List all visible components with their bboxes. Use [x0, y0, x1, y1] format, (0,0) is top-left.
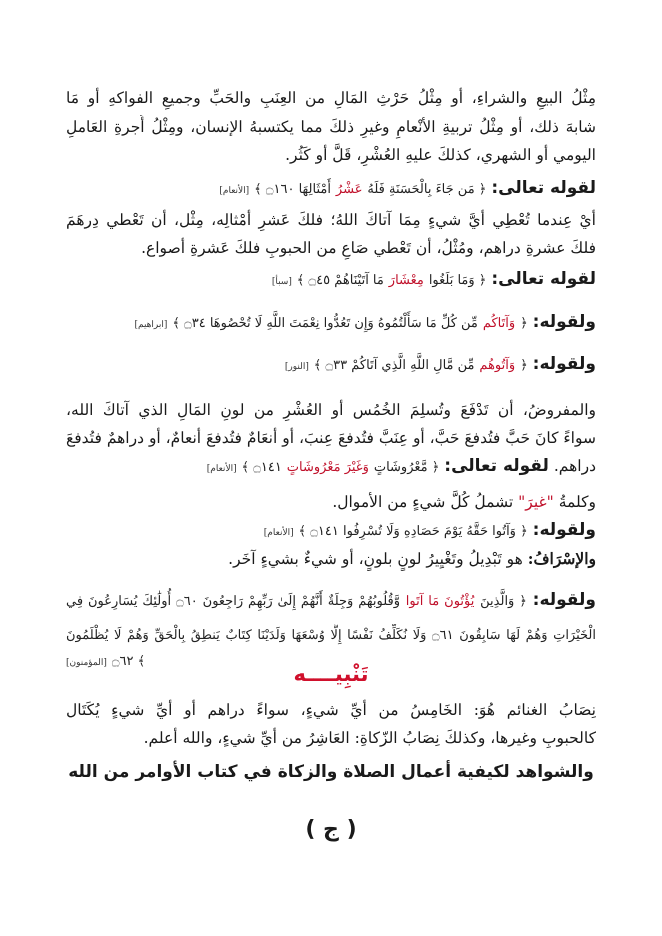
surah-reference: [سبأ] — [271, 277, 292, 287]
verse-text: ﴿ وَالَّذِينَ — [480, 594, 527, 609]
section-title: والشواهد لكيفية أعمال الصلاة والزكاة في كتاب الأوامر من الله — [68, 762, 594, 782]
verse-text: ۝١٤١ ﴾ — [241, 460, 282, 475]
verse-text: ﴿ وَمَا بَلَغُوا — [428, 273, 487, 288]
para4-text: وكلمةُ — [558, 493, 596, 511]
verse-highlight: وَآتُوهُم — [479, 358, 516, 373]
surah-reference: [المؤمنون] — [66, 658, 107, 668]
verse-highlight: يُؤْتُونَ مَا آتَوا — [405, 594, 475, 609]
quote-label: لقوله تعالى: — [491, 178, 596, 198]
para1-line2: شابهَ ذلك، أو مِثْلُ تربيةِ الأنْعامِ وغيرِ ذلكَ مما يكتسبهُ الإنسان، ومِثْلُ أُجرةِ العَاملِ — [66, 118, 596, 136]
page-number: ( ج ) — [305, 817, 357, 842]
para3-text: دراهم. — [553, 457, 596, 475]
quote-2 — [66, 267, 596, 294]
surah-reference: [الأنعام] — [206, 464, 237, 474]
quote-label: ولقوله: — [532, 312, 596, 332]
verse-text: مَا آتَيْنَاهُمْ ۝٤٥ ﴾ — [296, 273, 384, 288]
para2-line1: أيْ عِندما تُعْطِي أيَّ شيءٍ مِمَا آتاكَ اللهُ؛ فلكَ عَشرِ أمْثالِه، مِثْل، أن تَعْطي دِرهَمَ — [66, 211, 596, 229]
para3-line2: سواءً كانَ حَبَّ فتُدفعَ حَبَّ، أو عِنَبَّ فتُدفعَ عِنبَ، أو أنعَامٌ فتُدفعَ أنعامٌ، أو دراهمٌ فتُدفعَ — [66, 429, 596, 447]
para4-text: تشملُ كُلَّ شيءٍ من الأموال. — [332, 493, 514, 511]
verse-highlight: عَشْرُ — [335, 182, 363, 197]
quote-1 — [66, 176, 596, 203]
verse-text: ﴿ — [520, 316, 528, 331]
verse-highlight: مِعْشَارَ — [388, 273, 424, 288]
para5-text: هو تَبْدِيلُ وتَغْيِيرُ لونٍ بلونٍ، أو شيءٌ بشيءٍ آخَر. — [228, 550, 523, 568]
quote-label: لقوله تعالى: — [444, 456, 549, 476]
quote-4 — [66, 352, 596, 379]
quote-6-line1 — [66, 588, 596, 614]
verse-highlight: وَغَيْرَ مَعْرُوشَاتٍ — [286, 460, 369, 475]
verse-text: مِّن كُلِّ مَا سَأَلْتُمُوهُ وَإِن تَعُدُّوا نِعْمَتَ اللَّهِ لَا تُحْصُوهَا ۝٣٤ ﴾ — [172, 316, 478, 331]
verse-text: ﴿ — [520, 358, 528, 373]
verse-text: ﴿ مَّعْرُوشَاتٍ — [373, 460, 440, 475]
surah-reference: [الأنعام] — [219, 186, 250, 196]
quote-3 — [66, 310, 596, 337]
verse-text: أَمْثَالِهَا ۝١٦٠ ﴾ — [254, 182, 331, 197]
para1-line3: اليومي أو الشهري، كذلكَ عليهِ العُشْرِ، قَلَّ أو كَثُر. — [285, 146, 596, 164]
para2-line2: فلكَ عشرةِ دراهم، ومُثْلُ، أن تَعْطي صَاعِ من الحبوبِ فلكَ عَشرةِ أصواع. — [141, 239, 596, 257]
verse-text: مِّن مَّالِ اللَّهِ الَّذِي آتَاكُمْ ۝٣٣ ﴾ — [313, 358, 475, 373]
quote-6-line2: الْخَيْرَاتِ وَهُمْ لَهَا سَابِقُونَ ۝٦١ وَلَا نُكَلِّفُ نَفْسًا إِلَّا وُسْعَهَا وَلَدَيْنَا كِتَابٌ يَنطِقُ بِالْحَقِّ وَهُمْ لَا يُظْلَمُونَ — [66, 628, 596, 643]
verse-highlight: وَآتَاكُم — [482, 316, 516, 331]
verse-text: ﴿ وَآتُوا حَقَّهُ يَوْمَ حَصَادِهِ وَلَا تُسْرِفُوا ۝١٤١ ﴾ — [298, 524, 528, 539]
para6-line1: نِصَابُ الغنائم هُوَ: الخَامِسُ من أيِّ شيءٍ، سواءً دراهم أو أيِّ شيءٍ يُكَتَال — [66, 701, 596, 719]
quote-label: ولقوله: — [532, 354, 596, 374]
keyword-highlight: "غيرَ" — [518, 493, 554, 511]
surah-reference: [الأنعام] — [263, 528, 294, 538]
para4 — [66, 490, 596, 514]
quote-label: ولقوله: — [532, 590, 596, 610]
para6-line2: كالحبوبِ وغيرها، وكذلكَ نِصَابُ الزّكاةِ: العَاشِرُ من أيِّ شيءٍ، والله أعلم. — [143, 729, 596, 747]
quote-5 — [66, 518, 596, 545]
verse-text: ۝٦٢ ﴾ — [111, 654, 146, 669]
para5 — [66, 547, 596, 571]
para3-line3 — [66, 454, 596, 481]
para3-line1: والمفروضُ، أن تَدْفَعَ وتُسلِمَ الخُمُس أو العُشْرِ من لونِ المَالِ الذي آتاكَ الله، — [66, 401, 596, 419]
quote-label: لقوله تعالى: — [491, 269, 596, 289]
para1-line1: مِثْلُ البيعِ والشراءِ، أو مِثْلُ حَرْثِ المَالِ من العِنَبِ والحَبِّ وجميعِ الفواكهِ أو مَا — [66, 89, 596, 107]
surah-reference: [ابراهيم] — [134, 320, 168, 330]
notice-heading: تَنْبِيــــه — [293, 662, 369, 686]
surah-reference: [النور] — [284, 362, 309, 372]
verse-text: ﴿ مَن جَاءَ بِالْحَسَنَةِ فَلَهُ — [367, 182, 487, 197]
term-label: والإسْرَافُ: — [527, 549, 596, 568]
quote-label: ولقوله: — [532, 520, 596, 540]
verse-text: وَّقُلُوبُهُمْ وَجِلَةٌ أَنَّهُمْ إِلَىٰ رَبِّهِمْ رَاجِعُونَ ۝٦٠ أُولَٰئِكَ يُسَارِعُونَ فِي — [66, 594, 401, 609]
